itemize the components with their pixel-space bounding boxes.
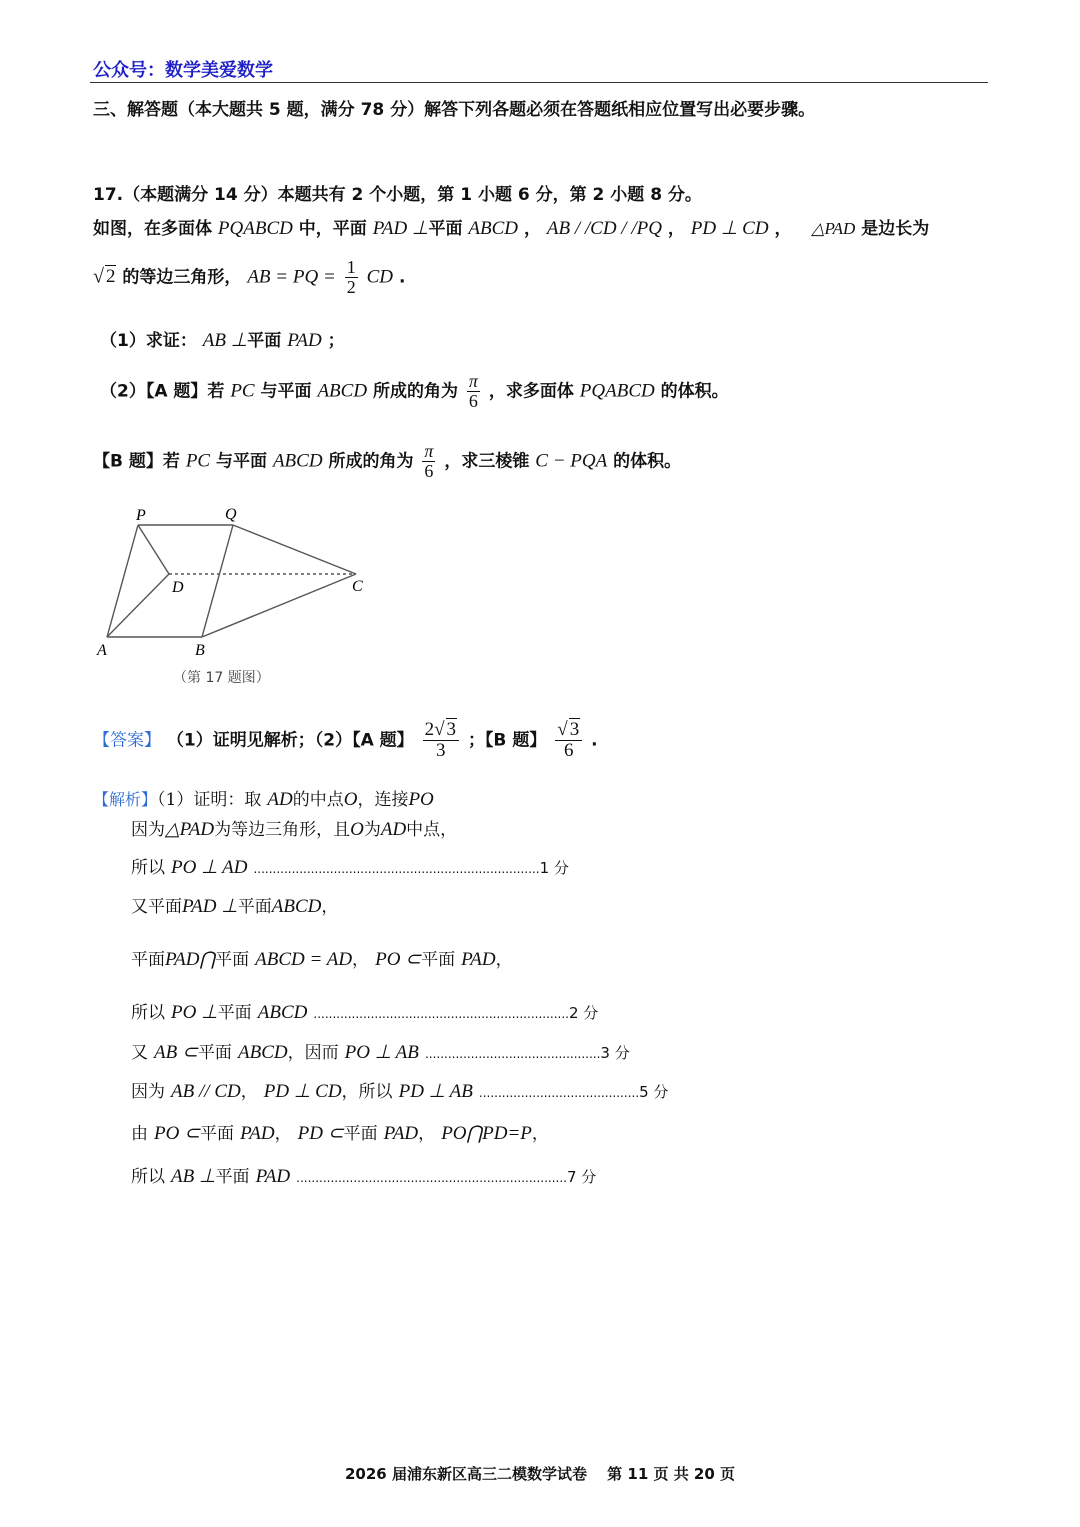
problem-line-1: 如图，在多面体 PQABCD 中，平面 PAD ⊥平面 ABCD ， AB / /CD / /PQ ， PD ⊥ CD ， △PAD 是边长为 [93,218,930,239]
header-divider [90,82,988,83]
page-header-title: 公众号：数学美爱数学 [93,60,273,81]
edge-qc [233,525,356,574]
answer-line: 【答案】 （1）证明见解析；（2）【A 题】 $\frac{2√ 3}{3}$ ；【B 题】 $\frac{√ 3}{6}$ . [93,719,598,761]
part-2-a: （2）【A 题】若 PC 与平面 ABCD 所成的角为 $\frac{\pi}{6}$ ，求多面体 PQABCD 的体积。 [100,371,729,411]
part-2-b: 【B 题】若 PC 与平面 ABCD 所成的角为 $\frac{\pi}{6}$ ，求三棱锥 C − PQA 的体积。 [93,441,682,481]
figure-caption: （第 17 题图） [173,670,270,686]
part-1: （1）求证： AB ⊥平面 PAD ； [100,330,345,351]
solution-line-8: 因为 AB // CD， PD ⊥ CD，所以 PD ⊥ AB ..........................................5 分 [131,1081,669,1102]
solution-line-5: 平面PAD⋂平面 ABCD = AD， PO ⊂平面 PAD， [131,949,513,970]
solution-line-7: 又 AB ⊂平面 ABCD，因而 PO ⊥ AB ..............................................3 分 [131,1042,630,1063]
answer-tag: 【答案】 [93,730,161,751]
label-a: A [97,642,107,659]
problem-line-2: √ 2 的等边三角形， AB = PQ = $\frac{1}{2}$ CD . [93,257,406,297]
label-p: P [136,507,146,524]
edge-pd [138,525,169,574]
polyhedron-figure [90,500,390,695]
edge-qb [202,525,233,637]
edge-bc [202,574,356,637]
solution-line-9: 由 PO ⊂平面 PAD， PD ⊂平面 PAD， PO⋂PD=P， [131,1123,549,1144]
label-b: B [195,642,205,659]
solution-line-2: 因为△PAD为等边三角形，且O为AD中点， [131,819,458,840]
solution-line-1: 【解析】（1）证明：取 AD的中点O，连接PO [93,789,434,810]
solution-tag: 【解析】 [93,790,158,809]
label-c: C [352,578,363,595]
solution-line-10: 所以 AB ⊥平面 PAD .......................................................................7 分 [131,1166,597,1187]
problem-intro: 17.（本题满分 14 分）本题共有 2 个小题，第 1 小题 6 分，第 2 小题 8 分。 [93,185,702,205]
solution-line-4: 又平面PAD ⊥平面ABCD， [131,896,339,917]
label-q: Q [225,506,237,523]
page-footer: 2026 届浦东新区高三二模数学试卷 第 11 页 共 20 页 [344,1465,736,1483]
label-d: D [172,579,184,596]
edge-pa [107,525,138,637]
section-heading: 三、解答题（本大题共 5 题，满分 78 分）解答下列各题必须在答题纸相应位置写出必要步骤。 [93,100,816,120]
solution-line-3: 所以 PO ⊥ AD ...........................................................................1 分 [131,857,569,878]
solution-line-6: 所以 PO ⊥平面 ABCD ...................................................................2 分 [131,1002,599,1023]
